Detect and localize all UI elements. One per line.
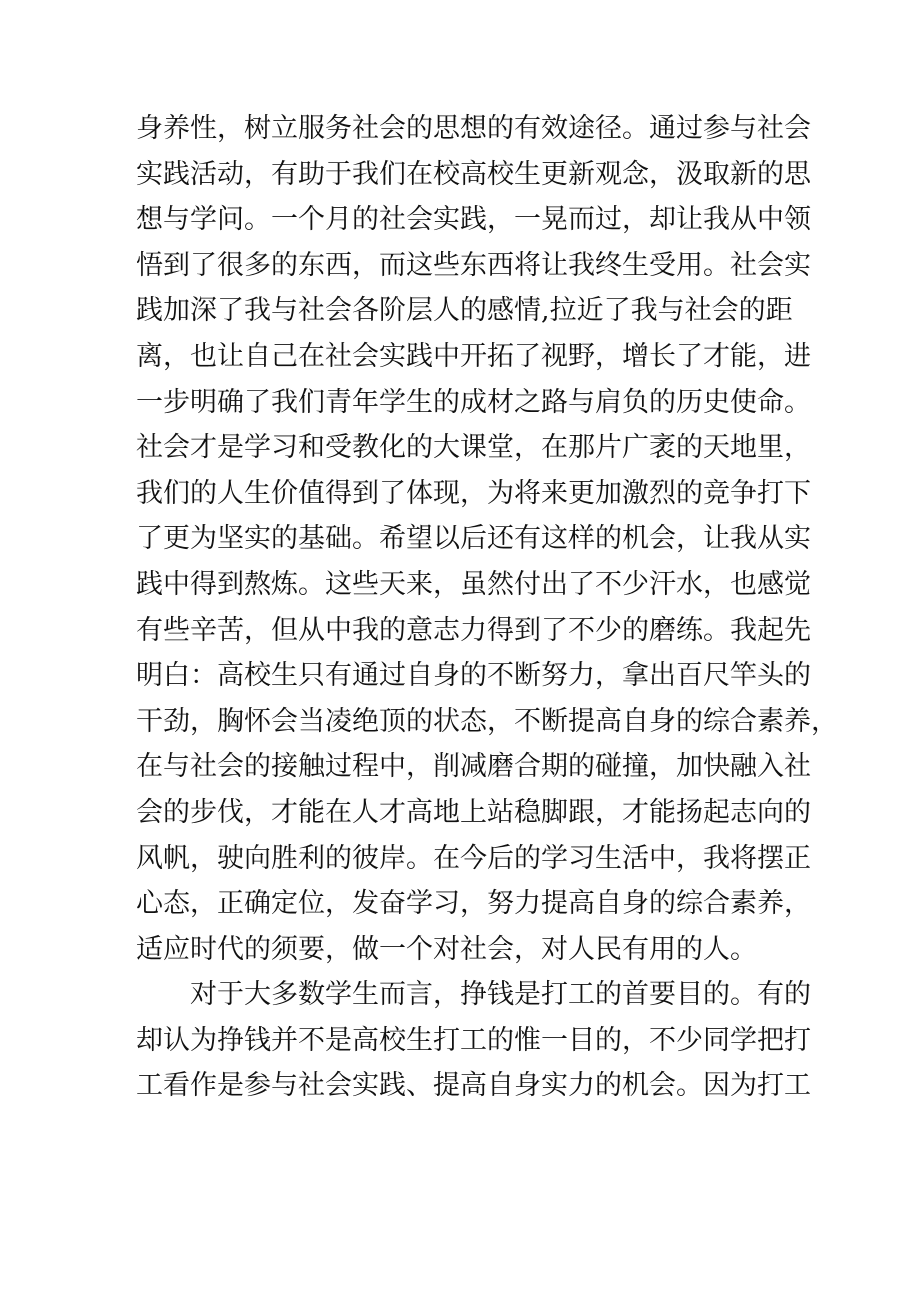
text-line: 适应时代的须要，做一个对社会，对人民有用的人。	[136, 933, 757, 965]
text-line: 心态，正确定位，发奋学习，努力提高自身的综合素养，	[136, 888, 811, 920]
paragraph-1	[136, 106, 838, 972]
text-line: 会的步伐，才能在人才高地上站稳脚跟，才能扬起志向的	[136, 796, 811, 828]
text-line: 工看作是参与社会实践、提高自身实力的机会。因为打工	[136, 1070, 811, 1102]
text-line: 践加深了我与社会各阶层人的感情,拉近了我与社会的距	[136, 295, 793, 327]
text-line: 有些辛苦，但从中我的意志力得到了不少的磨练。我起先	[136, 614, 811, 646]
text-line: 想与学问。一个月的社会实践，一晃而过，却让我从中领	[136, 204, 811, 236]
paragraph-2	[136, 972, 816, 1109]
text-line: 践中得到熬炼。这些天来，虽然付出了不少汗水，也感觉	[136, 568, 811, 600]
text-line: 在与社会的接触过程中，削减磨合期的碰撞，加快融入社	[136, 751, 811, 783]
text-line: 实践活动，有助于我们在校高校生更新观念，汲取新的思	[136, 158, 811, 190]
text-line: 却认为挣钱并不是高校生打工的惟一目的，不少同学把打	[136, 1024, 811, 1056]
text-line: 干劲，胸怀会当凌绝顶的状态，不断提高自身的综合素养，	[136, 705, 838, 737]
text-line: 一步明确了我们青年学生的成材之路与肩负的历史使命。	[136, 386, 811, 418]
text-line: 风帆，驶向胜利的彼岸。在今后的学习生活中，我将摆正	[136, 842, 811, 874]
text-line: 了更为坚实的基础。希望以后还有这样的机会，让我从实	[136, 523, 811, 555]
text-line: 社会才是学习和受教化的大课堂，在那片广袤的天地里，	[136, 432, 811, 464]
text-line: 明白：高校生只有通过自身的不断努力，拿出百尺竿头的	[136, 660, 811, 692]
body-text	[136, 106, 838, 1109]
text-line: 对于大多数学生而言，挣钱是打工的首要目的。有的	[190, 979, 811, 1011]
text-line: 离，也让自己在社会实践中开拓了视野，增长了才能，进	[136, 340, 811, 372]
text-line: 悟到了很多的东西，而这些东西将让我终生受用。社会实	[136, 249, 811, 281]
text-line: 身养性，树立服务社会的思想的有效途径。通过参与社会	[136, 113, 811, 144]
text-line: 我们的人生价值得到了体现，为将来更加激烈的竞争打下	[136, 477, 811, 509]
